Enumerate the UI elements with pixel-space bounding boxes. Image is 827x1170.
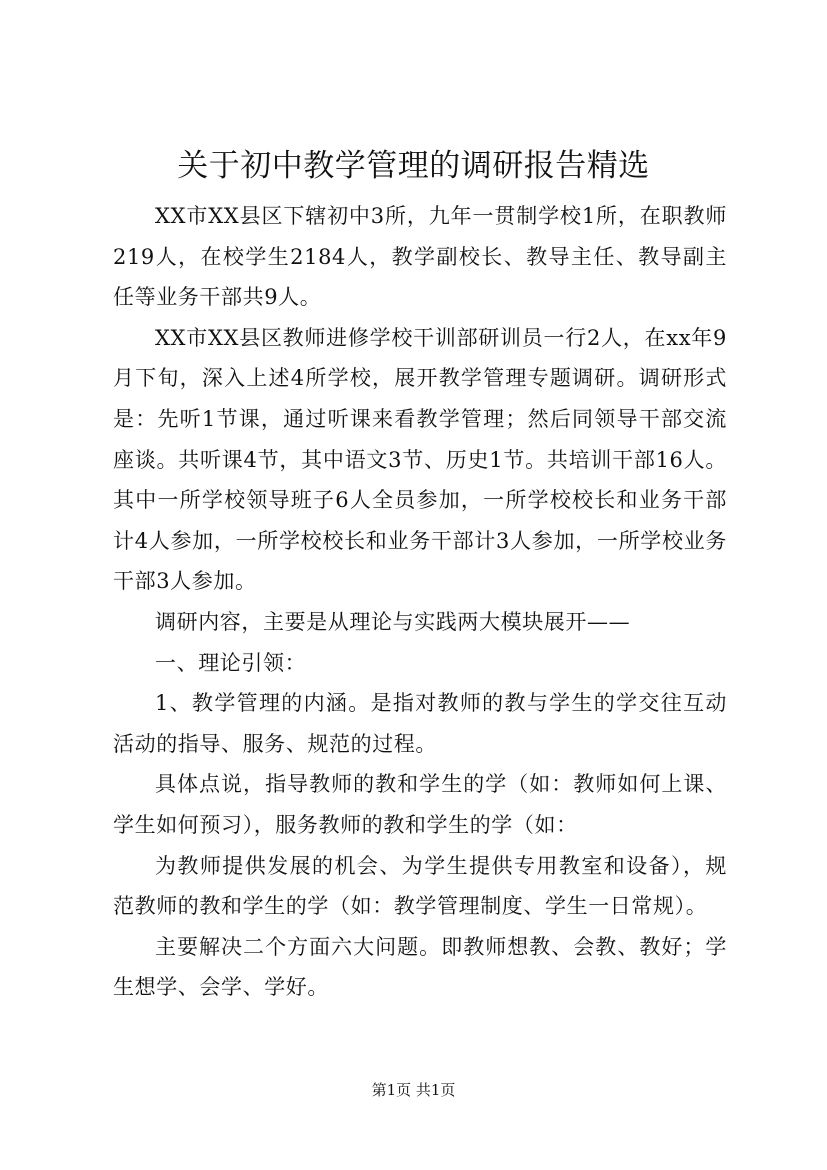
document-title: 关于初中教学管理的调研报告精选	[177, 148, 650, 184]
page-footer: 第1页 共1页	[371, 1081, 456, 1099]
paragraph-4: 一、理论引领：	[155, 650, 307, 675]
document-body	[113, 196, 727, 1008]
paragraph-5: 1、教学管理的内涵。是指对教师的教与学生的学交往互动活动的指导、服务、规范的过程。	[113, 691, 727, 756]
paragraph-1: XX市XX县区下辖初中3所，九年一贯制学校1所，在职教师219人，在校学生2184人，教学副校长、教导主任、教导副主任等业务干部共9人。	[113, 204, 727, 310]
paragraph-3: 调研内容，主要是从理论与实践两大模块展开——	[155, 609, 631, 634]
paragraph-2: XX市XX县区教师进修学校干训部研训员一行2人，在xx年9月下旬，深入上述4所学校，展开教学管理专题调研。调研形式是：先听1节课，通过听课来看教学管理；然后同领导干部交流座谈。共听课4节，其中语文3节、历史1节。共培训干部16人。其中一所学校领导班子6人全员参加，一所学校校长和业务干部计4人参加，一所学校校长和业务干部计3人参加，一所学校业务干部3人参加。	[113, 325, 727, 594]
paragraph-8: 主要解决二个方面六大问题。即教师想教、会教、教好；学生想学、会学、学好。	[113, 934, 727, 1000]
paragraph-6: 具体点说，指导教师的教和学生的学（如：教师如何上课、学生如何预习），服务教师的教和学生的学（如：	[113, 772, 727, 837]
paragraph-7: 为教师提供发展的机会、为学生提供专用教室和设备），规范教师的教和学生的学（如：教学管理制度、学生一日常规）。	[113, 853, 727, 919]
